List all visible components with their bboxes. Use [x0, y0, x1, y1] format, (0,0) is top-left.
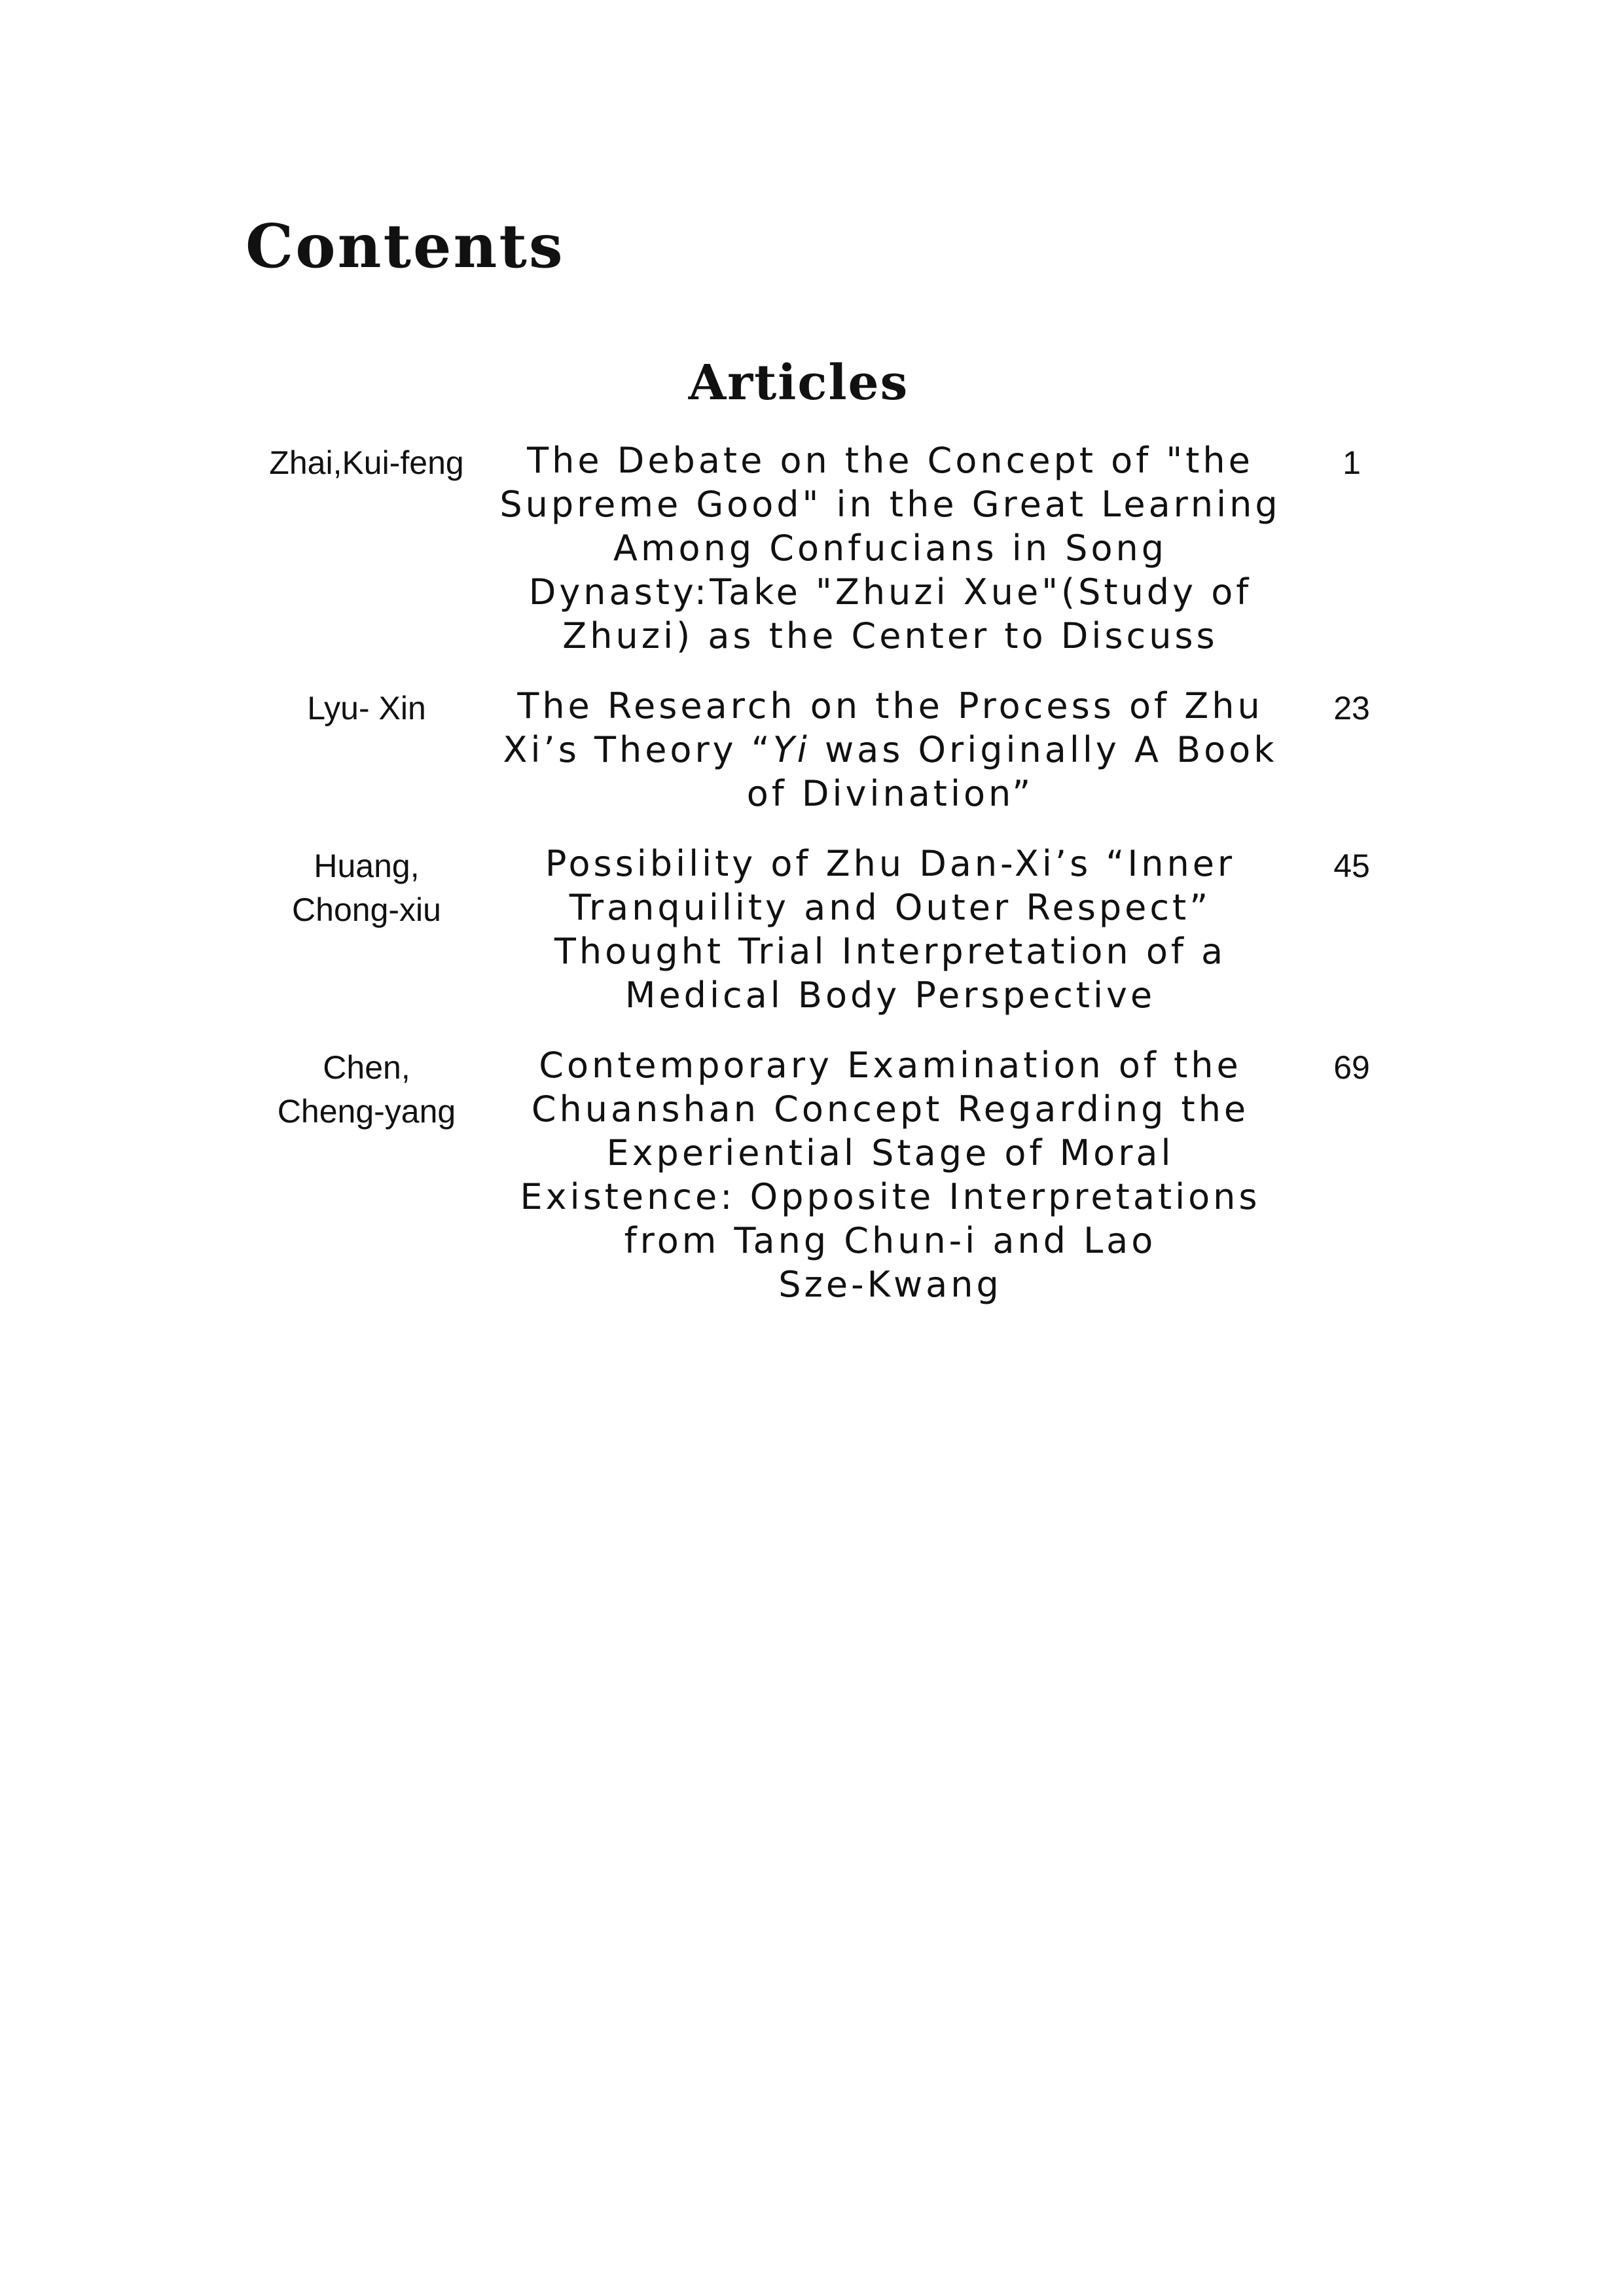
- toc-entry[interactable]: [236, 684, 1420, 816]
- toc-title[interactable]: Possibility of Zhu Dan-Xi’s “Inner Tranquility and Outer Respect” Thought Trial Interpretation of a Medical Body Perspective: [545, 843, 1236, 1016]
- italic-term: Yi: [772, 729, 810, 770]
- toc-author: Zhai,Kui-feng: [269, 444, 464, 481]
- toc-title[interactable]: Contemporary Examination of the Chuanshan Concept Regarding the Experiential Stage of Moral Existence: Opposite Interpretations from Tang Chun-i and Lao Sze-Kwang: [520, 1045, 1261, 1305]
- section-heading: Articles: [688, 355, 909, 411]
- toc-entry[interactable]: [236, 439, 1420, 658]
- toc-entry[interactable]: [236, 842, 1420, 1017]
- toc-page-number: 1: [1343, 444, 1361, 481]
- toc-title[interactable]: The Research on the Process of Zhu Xi’s Theory “Yi was Originally A Book of Divination”: [503, 685, 1278, 814]
- toc-page-number: 23: [1333, 690, 1370, 726]
- toc-author: Lyu- Xin: [307, 690, 426, 726]
- table-of-contents: [236, 439, 1420, 1333]
- toc-title[interactable]: The Debate on the Concept of "the Supreme Good" in the Great Learning Among Confucians in Song Dynasty:Take "Zhuzi Xue"(Study of Zhuzi) as the Center to Discuss: [499, 440, 1281, 656]
- toc-page-number: 69: [1333, 1049, 1370, 1086]
- toc-author: Chen, Cheng-yang: [277, 1049, 456, 1130]
- page-title: Contents: [245, 211, 565, 281]
- toc-author: Huang, Chong-xiu: [292, 848, 441, 928]
- toc-page-number: 45: [1333, 848, 1370, 884]
- toc-entry[interactable]: [236, 1043, 1420, 1306]
